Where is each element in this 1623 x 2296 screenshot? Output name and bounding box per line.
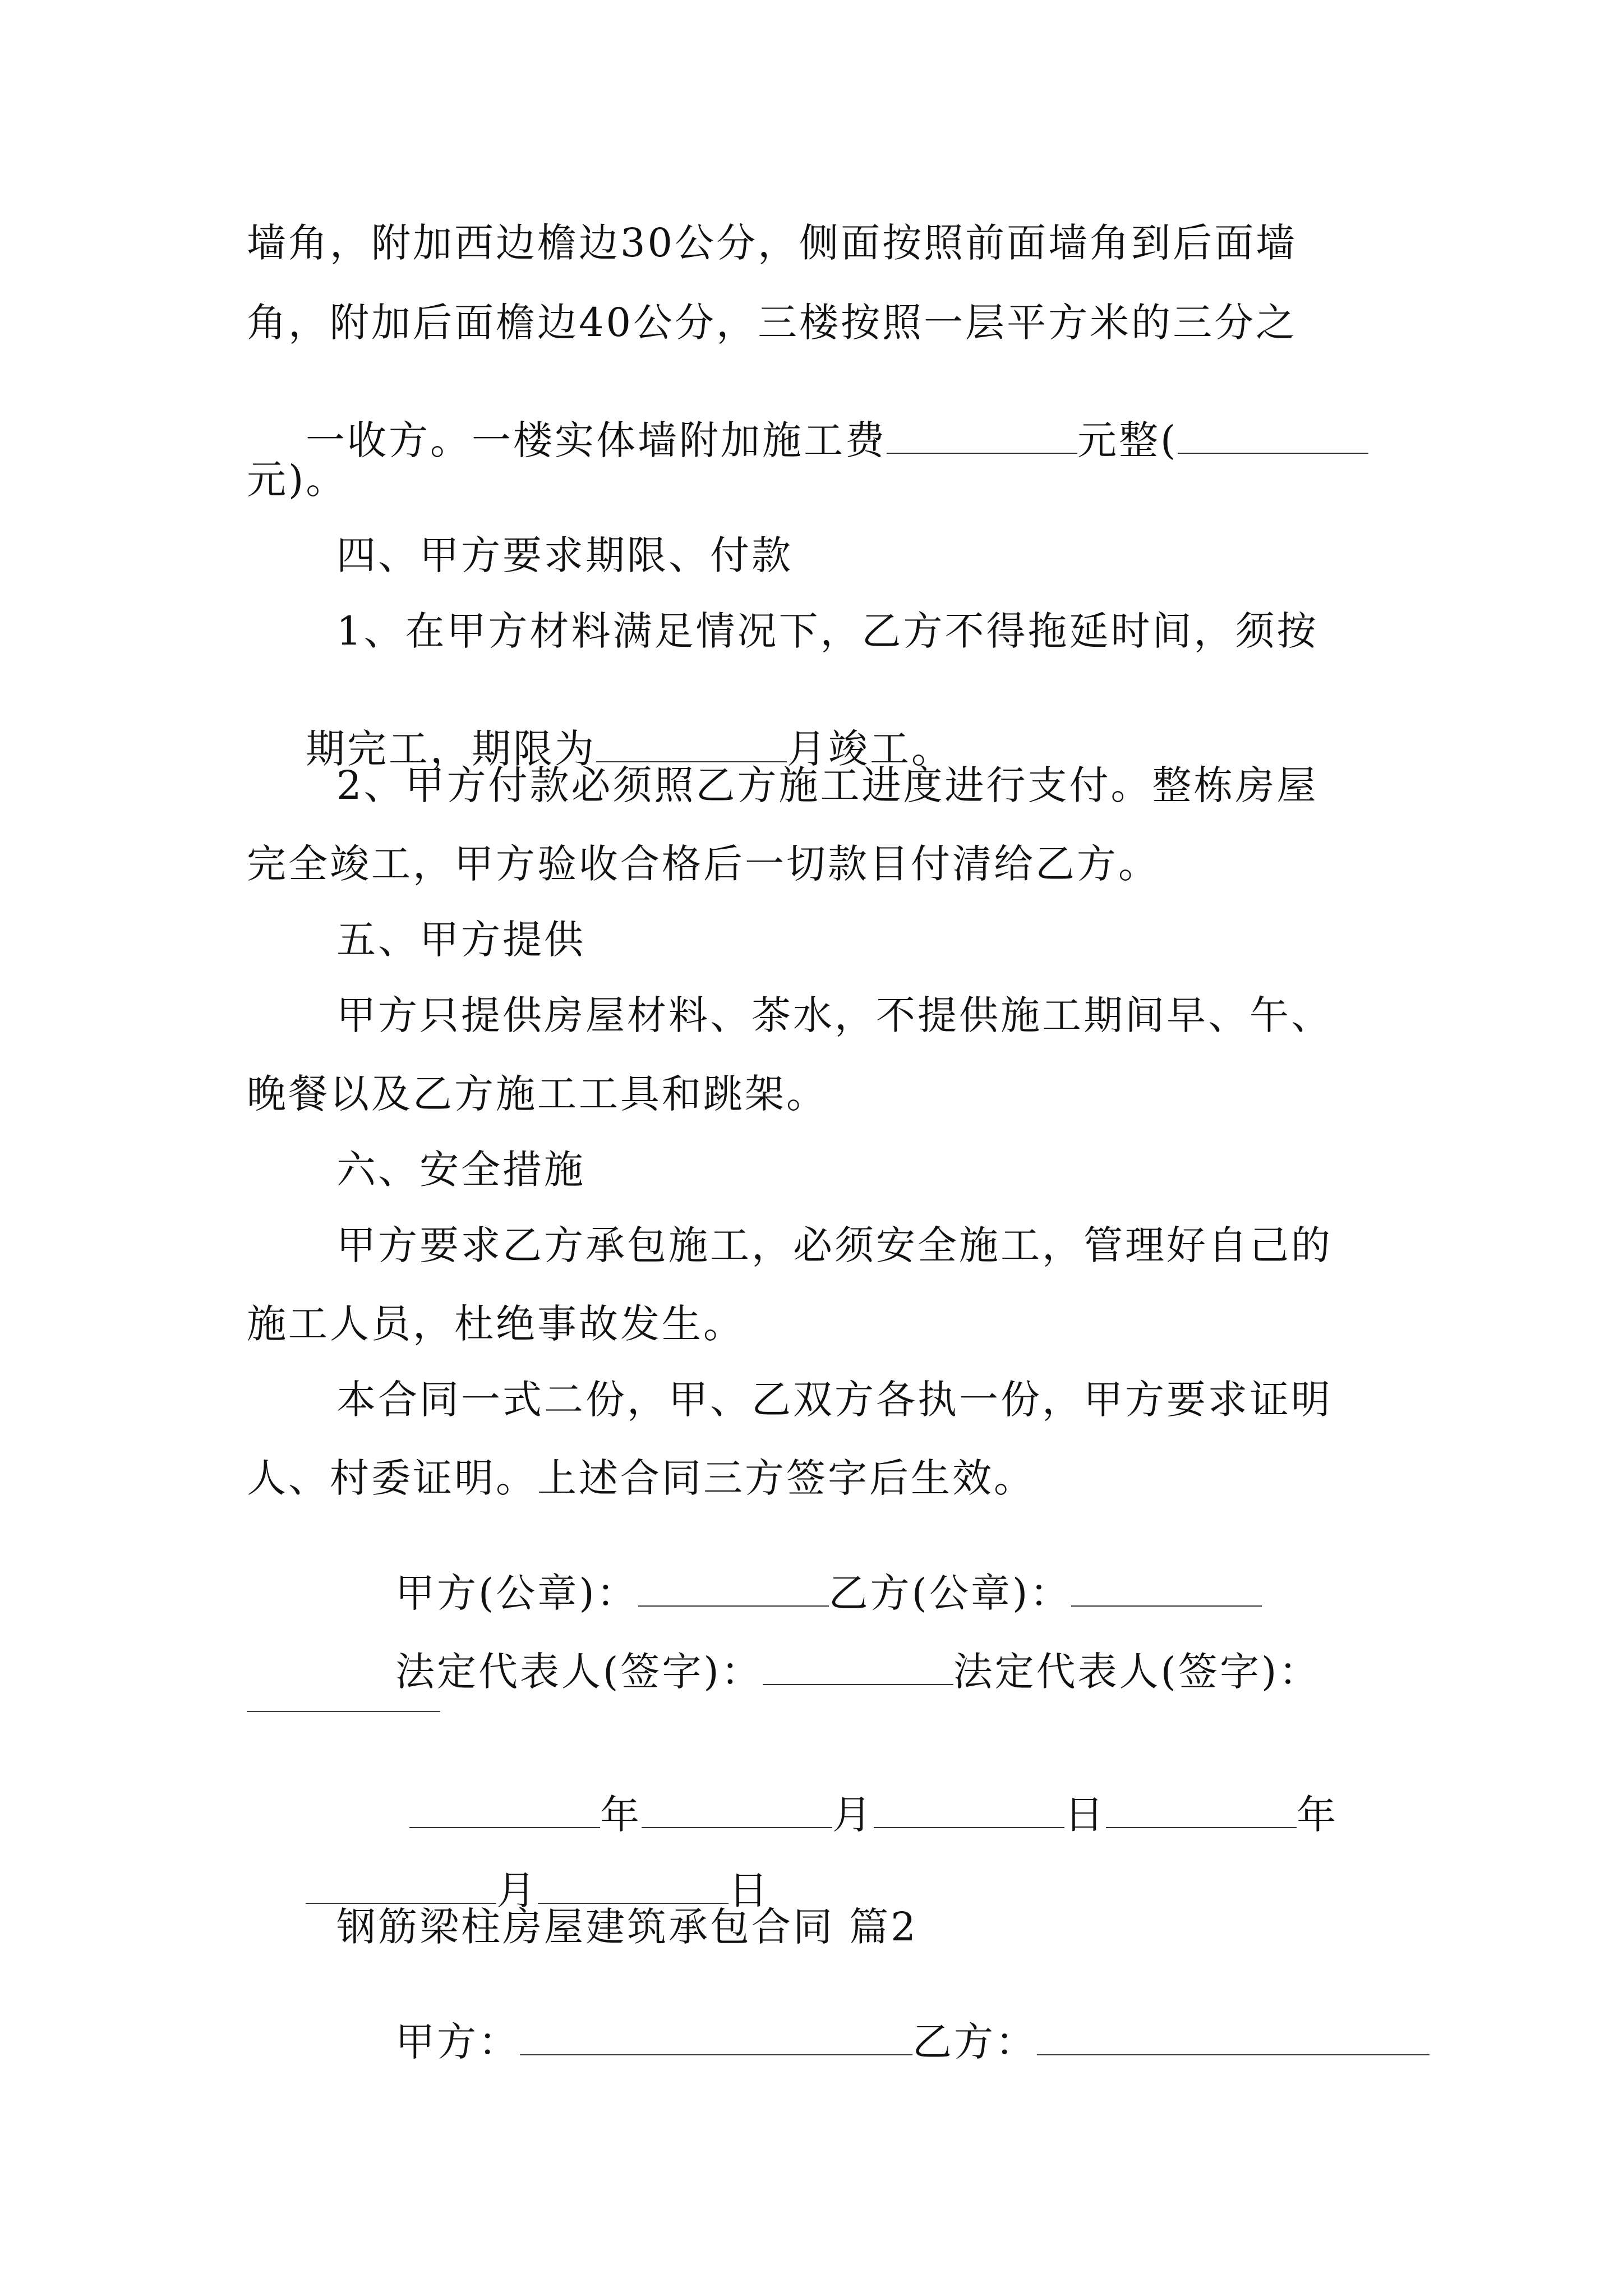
party-a-label: 甲方： — [395, 2019, 520, 2065]
body-text-line: 元)。 — [247, 457, 348, 503]
body-text: 期完工，期限为 — [306, 726, 597, 772]
body-text-line: 1、在甲方材料满足情况下，乙方不得拖延时间，须按 — [336, 608, 1318, 654]
section-heading: 六、安全措施 — [336, 1147, 585, 1193]
section-heading: 四、甲方要求期限、付款 — [336, 532, 793, 578]
body-text-line: 施工人员，杜绝事故发生。 — [247, 1301, 745, 1347]
party-b-representative-label: 法定代表人(签字)： — [953, 1649, 1321, 1695]
fill-blank — [642, 1826, 832, 1828]
party-line — [336, 1983, 1430, 2101]
date-year-label: 年 — [600, 1792, 642, 1838]
party-a-representative-label: 法定代表人(签字)： — [395, 1649, 763, 1695]
section-title: 钢筋梁柱房屋建筑承包合同 篇2 — [336, 1904, 918, 1950]
fill-blank — [887, 452, 1077, 454]
fill-blank — [1037, 2054, 1430, 2055]
date-year-label: 年 — [1297, 1792, 1339, 1838]
body-text-line: 晚餐以及乙方施工工具和跳架。 — [247, 1071, 828, 1117]
section-heading: 五、甲方提供 — [336, 917, 585, 963]
fill-blank — [1178, 452, 1368, 454]
body-text-line: 2、甲方付款必须照乙方施工进度进行支付。整栋房屋 — [336, 762, 1318, 808]
fill-blank — [520, 2054, 912, 2055]
signature-blank-rule — [247, 1711, 440, 1712]
body-text-line: 完全竣工，甲方验收合格后一切款目付清给乙方。 — [247, 841, 1160, 887]
party-b-seal-label: 乙方(公章)： — [828, 1570, 1072, 1616]
fill-blank — [874, 1826, 1064, 1828]
body-text-line: 人、村委证明。上述合同三方签字后生效。 — [247, 1455, 1035, 1501]
fill-blank — [638, 1605, 829, 1607]
body-text-line: 墙角，附加西边檐边30公分，侧面按照前面墙角到后面墙 — [247, 220, 1298, 266]
body-text: 一收方。一楼实体墙附加施工费 — [306, 417, 887, 463]
party-b-label: 乙方： — [912, 2019, 1038, 2065]
date-month-label: 月 — [832, 1792, 874, 1838]
date-day-label: 日 — [1064, 1792, 1106, 1838]
body-text-line — [247, 381, 1368, 503]
body-text: 元整( — [1077, 417, 1178, 463]
fill-blank — [1071, 1605, 1262, 1607]
fill-blank — [409, 1826, 600, 1828]
body-text: 月竣工。 — [787, 726, 953, 772]
date-day-label: 日 — [728, 1867, 771, 1913]
body-text-line: 甲方只提供房屋材料、茶水，不提供施工期间早、午、 — [336, 992, 1332, 1038]
party-a-seal-label: 甲方(公章)： — [395, 1570, 638, 1616]
signature-line-representative — [336, 1613, 1320, 1731]
body-text-line: 角，附加后面檐边40公分，三楼按照一层平方米的三分之 — [247, 300, 1298, 346]
date-month-label: 月 — [496, 1867, 538, 1913]
body-text-line: 本合同一式二份，甲、乙双方各执一份，甲方要求证明 — [336, 1377, 1332, 1423]
fill-blank — [763, 1683, 953, 1685]
body-text-line: 甲方要求乙方承包施工，必须安全施工，管理好自己的 — [336, 1222, 1332, 1268]
fill-blank — [1106, 1826, 1297, 1828]
